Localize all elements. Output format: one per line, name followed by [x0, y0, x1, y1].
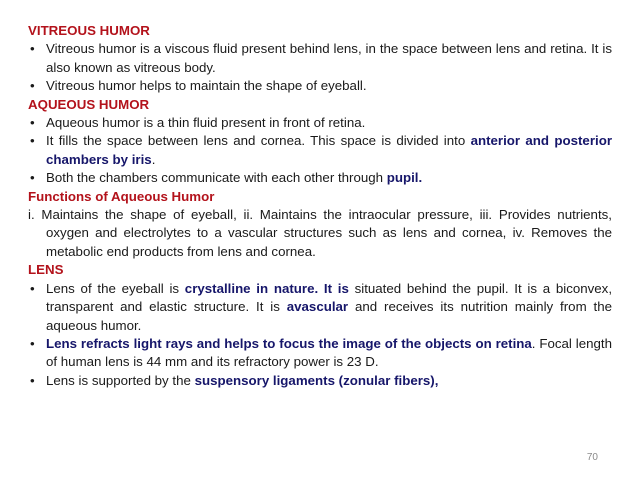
lens-bullet-2-bold: Lens refracts light rays and helps to focus the image of the objects on retina [46, 335, 532, 351]
aqueous-bullet-2 [28, 132, 612, 169]
functions-list: i. Maintains the shape of eyeball, ii. Maintains the intraocular pressure, iii. Provides nutrients, oxygen and electrolytes to a vascular structures such as lens and cornea, iv. Removes the metabolic end products from lens and cornea. [28, 207, 612, 259]
vitreous-bullet-1: • Vitreous humor is a viscous fluid present behind lens, in the space between lens and retina. It is also known as vitreous body. [28, 40, 612, 77]
aqueous-bullet-3-text: Both the chambers communicate with each other through [46, 170, 387, 186]
aqueous-bullet-2-end: . [151, 151, 156, 167]
lens-bullet-3-bold: suspensory ligaments (zonular fibers), [194, 372, 439, 388]
lens-bullet-1-a: Lens of the eyeball is [46, 280, 185, 296]
vitreous-humor-heading: VITREOUS HUMOR [28, 23, 150, 38]
page-number: 70 [586, 452, 598, 463]
aqueous-bullet-2-text: It fills the space between lens and cornea. This space is divided into [46, 133, 471, 149]
slide-content [28, 22, 612, 390]
lens-bullet-2 [28, 335, 612, 372]
aqueous-bullet-3 [28, 169, 612, 187]
lens-bullet-1-bold-2: avascular [286, 299, 349, 315]
lens-bullet-1 [28, 280, 612, 335]
lens-bullet-1-c: and receives its nutrition mainly from the aqueous humor. [46, 299, 612, 333]
lens-bullet-1-b: situated behind the pupil. It is a biconvex, transparent and elastic structure. It is [46, 280, 613, 315]
lens-bullet-3 [28, 372, 612, 390]
aqueous-bullet-2-bold: anterior and posterior chambers by iris [46, 133, 612, 167]
lens-bullet-3-text: Lens is supported by the [46, 372, 195, 388]
lens-heading: LENS [28, 262, 64, 278]
vitreous-bullet-2: • Vitreous humor helps to maintain the shape of eyeball. [28, 77, 612, 95]
lens-bullet-2-rest: . Focal length of human lens is 44 mm and its refractory power is 23 D. [46, 335, 612, 370]
functions-heading: Functions of Aqueous Humor [28, 188, 215, 204]
aqueous-humor-heading: AQUEOUS HUMOR [28, 96, 150, 112]
aqueous-bullet-3-bold: pupil. [386, 170, 423, 186]
lens-bullet-1-bold-1: crystalline in nature. It is [184, 280, 349, 296]
aqueous-bullet-1: • Aqueous humor is a thin fluid present in front of retina. [28, 114, 612, 132]
